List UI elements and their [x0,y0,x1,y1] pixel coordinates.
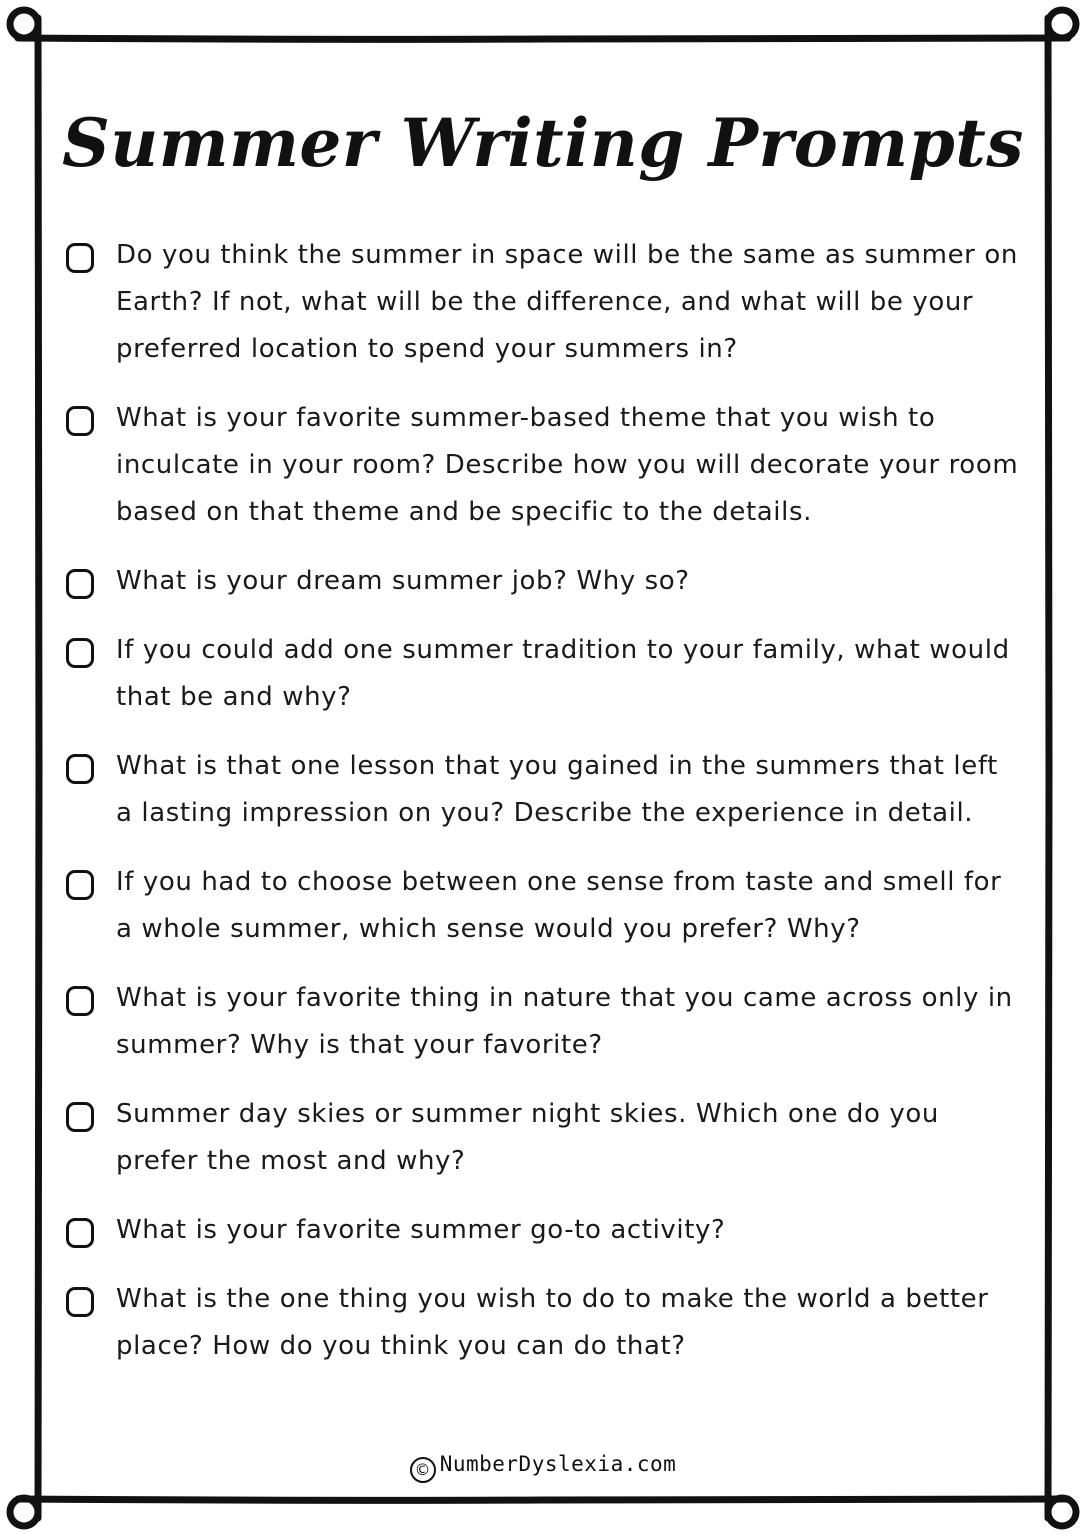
prompt-checkbox[interactable] [66,1102,94,1132]
prompt-list [60,232,1020,1370]
prompt-item [60,859,1020,953]
prompt-item [60,395,1020,536]
prompt-text: What is your favorite summer go-to activity? [116,1215,726,1245]
frame-top-line [18,38,1068,39]
frame-corner-loop-top-right [1048,10,1076,38]
prompt-checkbox[interactable] [66,638,94,668]
prompt-item [60,1207,1020,1254]
frame-corner-loop-top-left [10,10,38,38]
prompt-text: What is your favorite summer-based theme that you wish to inculcate in your room? Describe how you will decorate your room based on that theme and be specific to the details. [116,403,1019,527]
prompt-checkbox[interactable] [66,1287,94,1317]
prompt-item [60,232,1020,373]
footer-site-name[interactable]: NumberDyslexia.com [439,1452,677,1476]
prompt-text: What is your dream summer job? Why so? [116,566,690,596]
prompt-item [60,743,1020,837]
prompt-text: What is your favorite thing in nature that you came across only in summer? Why is that your favorite? [116,983,1013,1060]
frame-right-line [1048,18,1049,1518]
prompt-checkbox[interactable] [66,986,94,1016]
frame-bottom-line [18,1499,1068,1500]
prompt-checkbox[interactable] [66,754,94,784]
prompt-checkbox[interactable] [66,870,94,900]
prompt-text: What is that one lesson that you gained in the summers that left a lasting impression on you? Describe the experience in detail. [116,751,998,828]
prompt-checkbox[interactable] [66,243,94,273]
page-title: Summer Writing Prompts [62,104,1024,182]
prompt-text: If you had to choose between one sense from taste and smell for a whole summer, which sense would you prefer? Why? [116,867,1002,944]
copyright-icon: © [410,1457,436,1483]
prompt-text: Do you think the summer in space will be the same as summer on Earth? If not, what will be the difference, and what will be your preferred location to spend your summers in? [116,240,1018,364]
prompt-checkbox[interactable] [66,1218,94,1248]
prompt-item [60,627,1020,721]
prompt-text: If you could add one summer tradition to your family, what would that be and why? [116,635,1010,712]
frame-left-line [38,18,39,1518]
prompt-checkbox[interactable] [66,406,94,436]
prompt-checkbox[interactable] [66,569,94,599]
prompt-item [60,558,1020,605]
prompt-text: What is the one thing you wish to do to make the world a better place? How do you think you can do that? [116,1284,989,1361]
prompt-item [60,1276,1020,1370]
footer-credit [0,1444,1086,1484]
prompt-item [60,1091,1020,1185]
prompt-text: Summer day skies or summer night skies. Which one do you prefer the most and why? [116,1099,939,1176]
prompt-item [60,975,1020,1069]
